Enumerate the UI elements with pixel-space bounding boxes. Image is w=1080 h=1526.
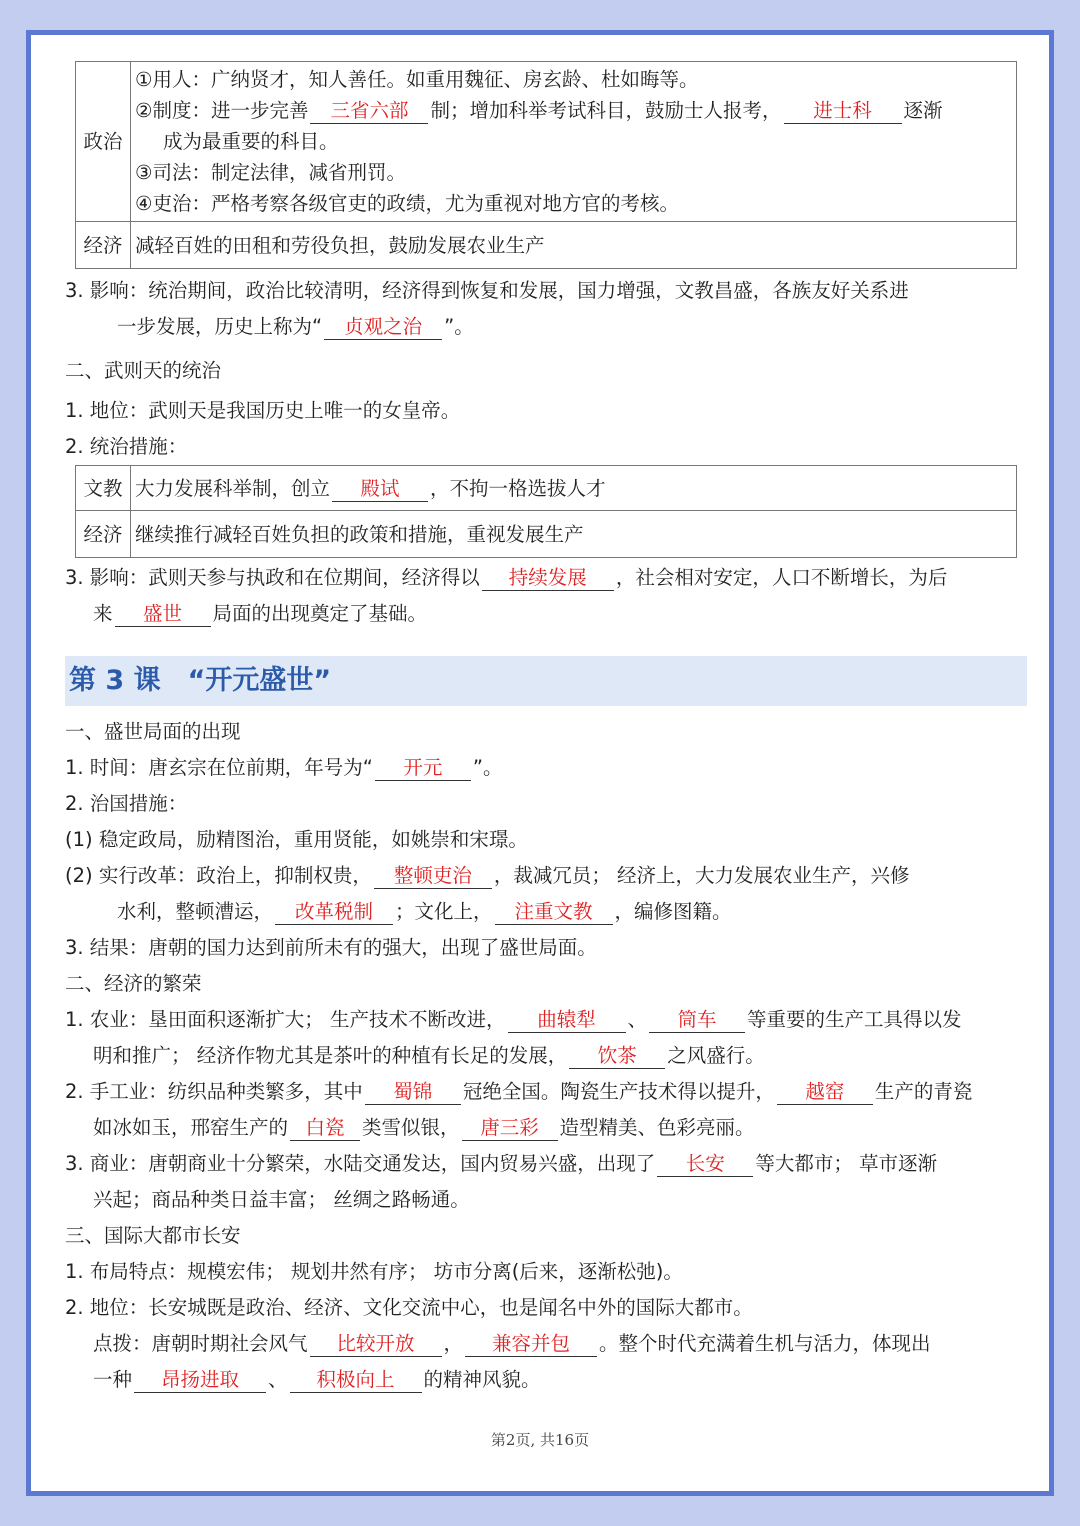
layout-line: 1. 布局特点：规模宏伟； 规划井然有序； 坊市分离(后来，逐渐松弛)。 <box>65 1260 683 1283</box>
text: 大力发展科举制，创立 <box>135 476 331 500</box>
wu-impact <box>65 560 1025 596</box>
commerce-line <box>65 1146 1025 1182</box>
section-heading: 三、国际大都市长安 <box>65 1224 241 1247</box>
edu-cell <box>131 466 1017 511</box>
measure-2-cont <box>65 894 1025 930</box>
answer-blank: 持续发展 <box>482 566 614 591</box>
handicraft-line <box>65 1074 1025 1110</box>
politics-item-4: ④吏治：严格考察各级官吏的政绩，尤为重视对地方官的考核。 <box>135 192 679 215</box>
section-heading: 一、盛世局面的出现 <box>65 720 241 743</box>
text: 一种 <box>93 1368 133 1391</box>
answer-blank: 开元 <box>375 756 471 781</box>
economy-cell: 继续推行减轻百姓负担的政策和措施，重视发展生产 <box>131 511 1017 558</box>
page-footer: 第2页, 共16页 <box>490 1431 590 1449</box>
text: ”。 <box>444 315 474 338</box>
text: 局面的出现奠定了基础。 <box>212 602 428 625</box>
text: ②制度：进一步完善 <box>135 99 309 122</box>
impact-line-cont <box>65 309 1025 345</box>
answer-blank: 改革税制 <box>275 900 393 925</box>
section-heading: 二、武则天的统治 <box>65 359 222 382</box>
answer-blank: 三省六部 <box>310 99 428 124</box>
answer-blank: 唐三彩 <box>462 1116 558 1141</box>
text: 造型精美、色彩亮丽。 <box>559 1116 755 1139</box>
text: ，社会相对安定，人口不断增长，为后 <box>615 566 948 589</box>
text: 的精神风貌。 <box>423 1368 541 1391</box>
impact-line: 3. 影响：统治期间，政治比较清明，经济得到恢复和发展，国力增强，文教昌盛，各族友好关系进 <box>65 279 909 302</box>
agriculture-line <box>65 1002 1025 1038</box>
text: 等重要的生产工具得以发 <box>747 1008 962 1031</box>
handicraft-line-cont <box>65 1110 1025 1146</box>
text: 类雪似银， <box>362 1116 460 1139</box>
answer-blank: 盛世 <box>115 602 211 627</box>
answer-blank: 昂扬进取 <box>134 1368 266 1393</box>
text: 3. 商业：唐朝商业十分繁荣，水陆交通发达，国内贸易兴盛，出现了 <box>65 1152 656 1175</box>
economy-label: 经济 <box>76 511 131 558</box>
text: ， <box>443 1332 464 1355</box>
text: ，裁减冗员； 经济上，大力发展农业生产，兴修 <box>493 864 910 887</box>
politics-item-2-cont: 成为最重要的科目。 <box>163 130 339 153</box>
answer-blank: 白瓷 <box>290 1116 360 1141</box>
result-line: 3. 结果：唐朝的国力达到前所未有的强大，出现了盛世局面。 <box>65 936 597 959</box>
measure-2 <box>65 858 1025 894</box>
answer-blank: 殿试 <box>332 477 428 502</box>
page-content <box>65 61 1025 1398</box>
answer-blank: 进士科 <box>784 99 902 124</box>
lesson-title: 第 3 课 “开元盛世” <box>65 656 1027 706</box>
text: 2. 手工业：纺织品种类繁多，其中 <box>65 1080 363 1103</box>
text: 逐渐 <box>903 99 943 122</box>
wu-status: 1. 地位：武则天是我国历史上唯一的女皇帝。 <box>65 399 461 422</box>
politics-item-3: ③司法：制定法律，减省刑罚。 <box>135 161 406 184</box>
text: 一步发展，历史上称为“ <box>117 315 323 338</box>
time-line <box>65 750 1025 786</box>
measure-1: (1) 稳定政局，励精图治，重用贤能，如姚崇和宋璟。 <box>65 828 528 851</box>
text: 等大都市； 草市逐渐 <box>755 1152 938 1175</box>
text: 、 <box>627 1008 648 1031</box>
politics-item-1: ①用人：广纳贤才，知人善任。如重用魏征、房玄龄、杜如晦等。 <box>135 68 699 91</box>
economy-cell: 减轻百姓的田租和劳役负担，鼓励发展农业生产 <box>131 222 1017 269</box>
answer-blank: 兼容并包 <box>465 1332 597 1357</box>
answer-blank: 积极向上 <box>290 1368 422 1393</box>
answer-blank: 注重文教 <box>495 900 613 925</box>
text: ，编修图籍。 <box>614 900 732 923</box>
answer-blank: 饮茶 <box>569 1044 665 1069</box>
text: 之风盛行。 <box>667 1044 765 1067</box>
politics-label: 政治 <box>76 62 131 222</box>
answer-blank: 比较开放 <box>310 1332 442 1357</box>
edu-label: 文教 <box>76 466 131 511</box>
policy-table <box>75 61 1017 269</box>
answer-blank: 贞观之治 <box>324 315 442 340</box>
text: 点拨：唐朝时期社会风气 <box>93 1332 308 1355</box>
text: 明和推广； 经济作物尤其是茶叶的种植有长足的发展， <box>93 1044 568 1067</box>
text: 。整个时代充满着生机与活力，体现出 <box>599 1332 931 1355</box>
text: (2) 实行改革：政治上，抑制权贵， <box>65 864 372 887</box>
wu-measures-table <box>75 465 1017 558</box>
text: 生产的青瓷 <box>874 1080 973 1103</box>
answer-blank: 整顿吏治 <box>374 864 492 889</box>
text: 如冰如玉，邢窑生产的 <box>93 1116 289 1139</box>
wu-measures: 2. 统治措施： <box>65 435 188 458</box>
text: 、 <box>268 1368 288 1391</box>
politics-cell <box>131 62 1017 222</box>
text: 1. 农业：垦田面积逐渐扩大； 生产技术不断改进， <box>65 1008 506 1031</box>
answer-blank: 越窑 <box>777 1080 873 1105</box>
answer-blank: 长安 <box>657 1152 753 1177</box>
text: 1. 时间：唐玄宗在位前期，年号为“ <box>65 756 373 779</box>
wu-impact-cont <box>65 596 1025 632</box>
text: 来 <box>93 602 113 625</box>
text: 制；增加科举考试科目，鼓励士人报考， <box>430 99 782 122</box>
commerce-line-cont: 兴起；商品种类日益丰富； 丝绸之路畅通。 <box>93 1188 470 1211</box>
agriculture-line-cont <box>65 1038 1025 1074</box>
text: ”。 <box>472 756 503 779</box>
economy-label: 经济 <box>76 222 131 269</box>
measures-line: 2. 治国措施： <box>65 792 188 815</box>
status-line: 2. 地位：长安城既是政治、经济、文化交流中心，也是闻名中外的国际大都市。 <box>65 1296 753 1319</box>
tip-line-cont <box>65 1362 1025 1398</box>
text: 水利，整顿漕运， <box>117 900 274 923</box>
answer-blank: 曲辕犁 <box>508 1008 626 1033</box>
answer-blank: 筒车 <box>649 1008 745 1033</box>
politics-item-2 <box>135 95 1012 126</box>
text: ，不拘一格选拔人才 <box>430 476 606 500</box>
text: ；文化上， <box>395 900 493 923</box>
section-heading: 二、经济的繁荣 <box>65 972 202 995</box>
text: 3. 影响：武则天参与执政和在位期间，经济得以 <box>65 566 480 589</box>
document-page <box>26 30 1054 1496</box>
text: 冠绝全国。陶瓷生产技术得以提升， <box>462 1080 775 1103</box>
tip-line <box>65 1326 1025 1362</box>
answer-blank: 蜀锦 <box>365 1080 461 1105</box>
